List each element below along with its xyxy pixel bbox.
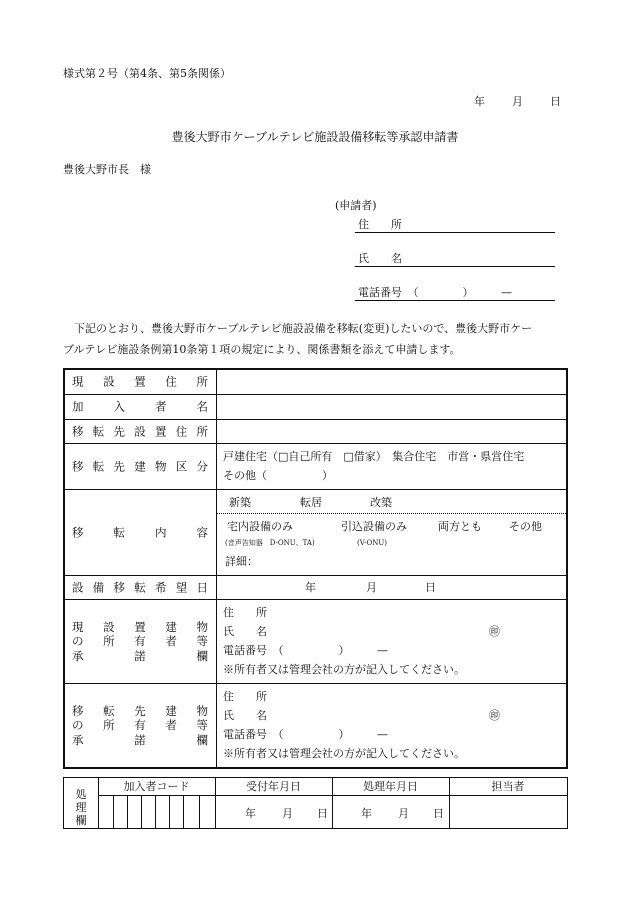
row-current-address (65, 370, 566, 395)
label-char: 所 (196, 423, 208, 438)
label-char: 物 (155, 458, 167, 473)
label-char: 移 (72, 703, 84, 718)
desired-year: 年 (305, 581, 316, 594)
label-building-type (72, 458, 208, 473)
label-current-address (72, 376, 208, 388)
current-owner-address: 住 所 (223, 606, 267, 619)
row-transfer-content (65, 490, 566, 576)
label-cell (65, 600, 217, 683)
label-char: 先 (113, 458, 125, 473)
transfer-divider (217, 513, 566, 514)
label-char: 移 (72, 423, 84, 438)
label-char: 備 (92, 579, 105, 594)
label-char: 先 (113, 423, 125, 438)
row-desired-date (65, 576, 566, 600)
label-dest-owner-2 (72, 717, 208, 732)
label-char: 置 (134, 374, 146, 389)
label-dest-owner-1 (72, 705, 208, 717)
dest-owner-note: ※所有者又は管理会社の方が記入してください。 (223, 747, 465, 760)
received-month: 月 (282, 807, 293, 820)
label-dest-owner-3 (72, 734, 208, 746)
code-digit-border (141, 795, 142, 828)
label-char: 承 (72, 648, 84, 663)
label-current-owner-1 (72, 621, 208, 633)
label-char: 欄 (196, 648, 208, 663)
label-char: 者 (165, 717, 177, 732)
label-cell (65, 490, 217, 575)
label-char: 転 (113, 524, 125, 539)
label-cell (65, 370, 217, 394)
label-char: 内 (155, 524, 167, 539)
label-current-owner (72, 618, 208, 665)
note-lead-in: (V-ONU) (357, 539, 388, 547)
option-new-build[interactable]: 新築 (229, 496, 251, 509)
label-dest-owner (72, 702, 208, 749)
option-other[interactable]: その他 (509, 520, 542, 533)
label-cell (65, 576, 217, 599)
label-char: 現 (72, 619, 84, 634)
applicant-heading: (申請者) (335, 199, 377, 212)
label-char: 物 (196, 703, 208, 718)
desired-month: 月 (366, 581, 377, 594)
label-char: 現 (72, 374, 84, 389)
option-lead-in-only[interactable]: 引込設備のみ (341, 520, 407, 533)
label-char: 所 (103, 633, 115, 648)
label-desired-date (72, 579, 208, 594)
label-cell (65, 395, 217, 419)
dest-owner-cell[interactable] (217, 684, 566, 767)
input-current-address[interactable] (217, 370, 566, 394)
label-char: 加 (72, 399, 84, 414)
label-subscriber (72, 401, 208, 413)
processing-label (64, 788, 98, 827)
option-renovate[interactable]: 改築 (370, 496, 392, 509)
label-destination-address (72, 423, 208, 438)
desired-day: 日 (425, 581, 436, 594)
label-char: 者 (155, 399, 167, 414)
code-digit-border (183, 795, 184, 828)
date-day: 日 (550, 95, 561, 108)
processing-label-1: 処 (75, 788, 87, 801)
applicant-address-label: 住 所 (358, 218, 402, 231)
row-destination-address (65, 420, 566, 444)
input-subscriber[interactable] (217, 395, 566, 419)
building-type-cell (217, 444, 566, 489)
label-current-owner-3 (72, 650, 208, 662)
label-char: 置 (155, 423, 167, 438)
header-subscriber-code: 加入者コード (123, 780, 190, 793)
applicant-name-line (355, 266, 555, 267)
code-digit-border (199, 795, 200, 828)
label-char: 設 (103, 619, 115, 634)
label-current-owner-2 (72, 633, 208, 648)
applicant-phone-line (355, 300, 555, 301)
seal-icon: ㊞ (489, 625, 500, 638)
label-char: 移 (72, 458, 84, 473)
row-current-owner (65, 600, 566, 684)
label-char: 物 (196, 619, 208, 634)
label-char: の (72, 717, 84, 732)
label-char: 入 (113, 399, 125, 414)
label-char: 転 (103, 703, 115, 718)
label-cell (65, 420, 217, 443)
label-char: 者 (165, 633, 177, 648)
label-char: 欄 (196, 732, 208, 747)
seal-icon: ㊞ (489, 709, 500, 722)
label-char: 転 (134, 579, 146, 594)
dest-owner-phone: 電話番号 （ ） — (223, 728, 388, 741)
transfer-detail[interactable]: 詳細： (225, 555, 258, 568)
body-text-line-2: ブルテレビ施設条例第10条第１項の規定により、関係書類を添えて申請します。 (63, 343, 461, 356)
option-move[interactable]: 転居 (300, 496, 322, 509)
label-char: 等 (196, 633, 208, 648)
label-char: 容 (196, 524, 208, 539)
received-year: 年 (245, 807, 256, 820)
applicant-address-line (355, 232, 555, 233)
label-char: 分 (196, 458, 208, 473)
label-char: 所 (103, 717, 115, 732)
processed-day: 日 (433, 807, 444, 820)
note-indoor: (音声告知器 D-ONU、TA) (225, 539, 315, 547)
building-type-options[interactable]: 戸建住宅（□自己所有 □借家） 集合住宅 市営・県営住宅 (223, 450, 525, 463)
processed-month: 月 (398, 807, 409, 820)
label-char: 転 (92, 423, 105, 438)
received-day: 日 (317, 807, 328, 820)
code-digit-border (169, 795, 170, 828)
option-indoor-only[interactable]: 宅内設備のみ (227, 520, 293, 533)
processing-label-3: 欄 (75, 814, 87, 827)
label-char: 名 (196, 399, 208, 414)
label-char: 諾 (134, 648, 146, 663)
building-type-other[interactable]: その他（ ） (223, 469, 333, 482)
label-char: 置 (134, 619, 146, 634)
label-char: 設 (72, 579, 84, 594)
form-number: 様式第２号（第4条、第5条関係） (63, 67, 231, 80)
dest-owner-name: 氏 名 (223, 709, 267, 722)
label-char: 日 (196, 579, 208, 594)
label-char: 建 (165, 703, 177, 718)
input-desired-date[interactable] (217, 576, 566, 599)
applicant-phone-label: 電話番号 （ ） — (358, 286, 512, 299)
application-table (63, 368, 568, 769)
label-transfer-content (72, 524, 208, 539)
processing-table (63, 777, 568, 829)
label-char: 所 (196, 374, 208, 389)
label-char: 住 (175, 423, 188, 438)
date-month: 月 (512, 95, 523, 108)
applicant-name-label: 氏 名 (358, 252, 402, 265)
label-char: 建 (134, 458, 146, 473)
date-line (474, 96, 561, 107)
processed-year: 年 (361, 807, 372, 820)
current-owner-cell[interactable] (217, 600, 566, 683)
transfer-content-cell (217, 490, 566, 575)
row-building-type (65, 444, 566, 490)
label-char: 等 (196, 717, 208, 732)
date-year: 年 (474, 95, 485, 108)
label-char: 承 (72, 732, 84, 747)
label-char: 設 (103, 374, 115, 389)
header-received-date: 受付年月日 (246, 780, 301, 793)
label-char: の (72, 633, 84, 648)
code-digit-border (155, 795, 156, 828)
label-char: 有 (134, 717, 146, 732)
label-cell (65, 684, 217, 767)
addressee: 豊後大野市長 様 (63, 163, 151, 176)
current-owner-note: ※所有者又は管理会社の方が記入してください。 (223, 663, 465, 676)
label-char: 移 (72, 524, 84, 539)
option-both[interactable]: 両方とも (438, 520, 482, 533)
label-char: 区 (175, 458, 188, 473)
code-digit-border (113, 795, 114, 828)
label-char: 設 (134, 423, 146, 438)
code-digit-border (127, 795, 128, 828)
current-owner-name: 氏 名 (223, 625, 267, 638)
label-cell (65, 444, 217, 489)
current-owner-phone: 電話番号 （ ） — (223, 644, 388, 657)
label-char: 転 (92, 458, 105, 473)
dest-owner-address: 住 所 (223, 690, 267, 703)
label-char: 希 (155, 579, 167, 594)
label-char: 諾 (134, 732, 146, 747)
label-char: 有 (134, 633, 146, 648)
header-processed-date: 処理年月日 (363, 780, 418, 793)
input-destination-address[interactable] (217, 420, 566, 443)
page-title: 豊後大野市ケーブルテレビ施設設備移転等承認申請書 (171, 130, 459, 144)
label-char: 先 (134, 703, 146, 718)
label-char: 移 (113, 579, 125, 594)
header-staff: 担当者 (491, 780, 525, 793)
row-subscriber (65, 395, 566, 420)
label-char: 建 (165, 619, 177, 634)
body-text-line-1: 下記のとおり、豊後大野市ケーブルテレビ施設設備を移転(変更)したいので、豊後大野市ケー (63, 322, 533, 335)
processing-label-2: 理 (75, 801, 87, 814)
label-char: 望 (175, 579, 188, 594)
row-dest-owner (65, 684, 566, 767)
label-char: 住 (165, 374, 177, 389)
